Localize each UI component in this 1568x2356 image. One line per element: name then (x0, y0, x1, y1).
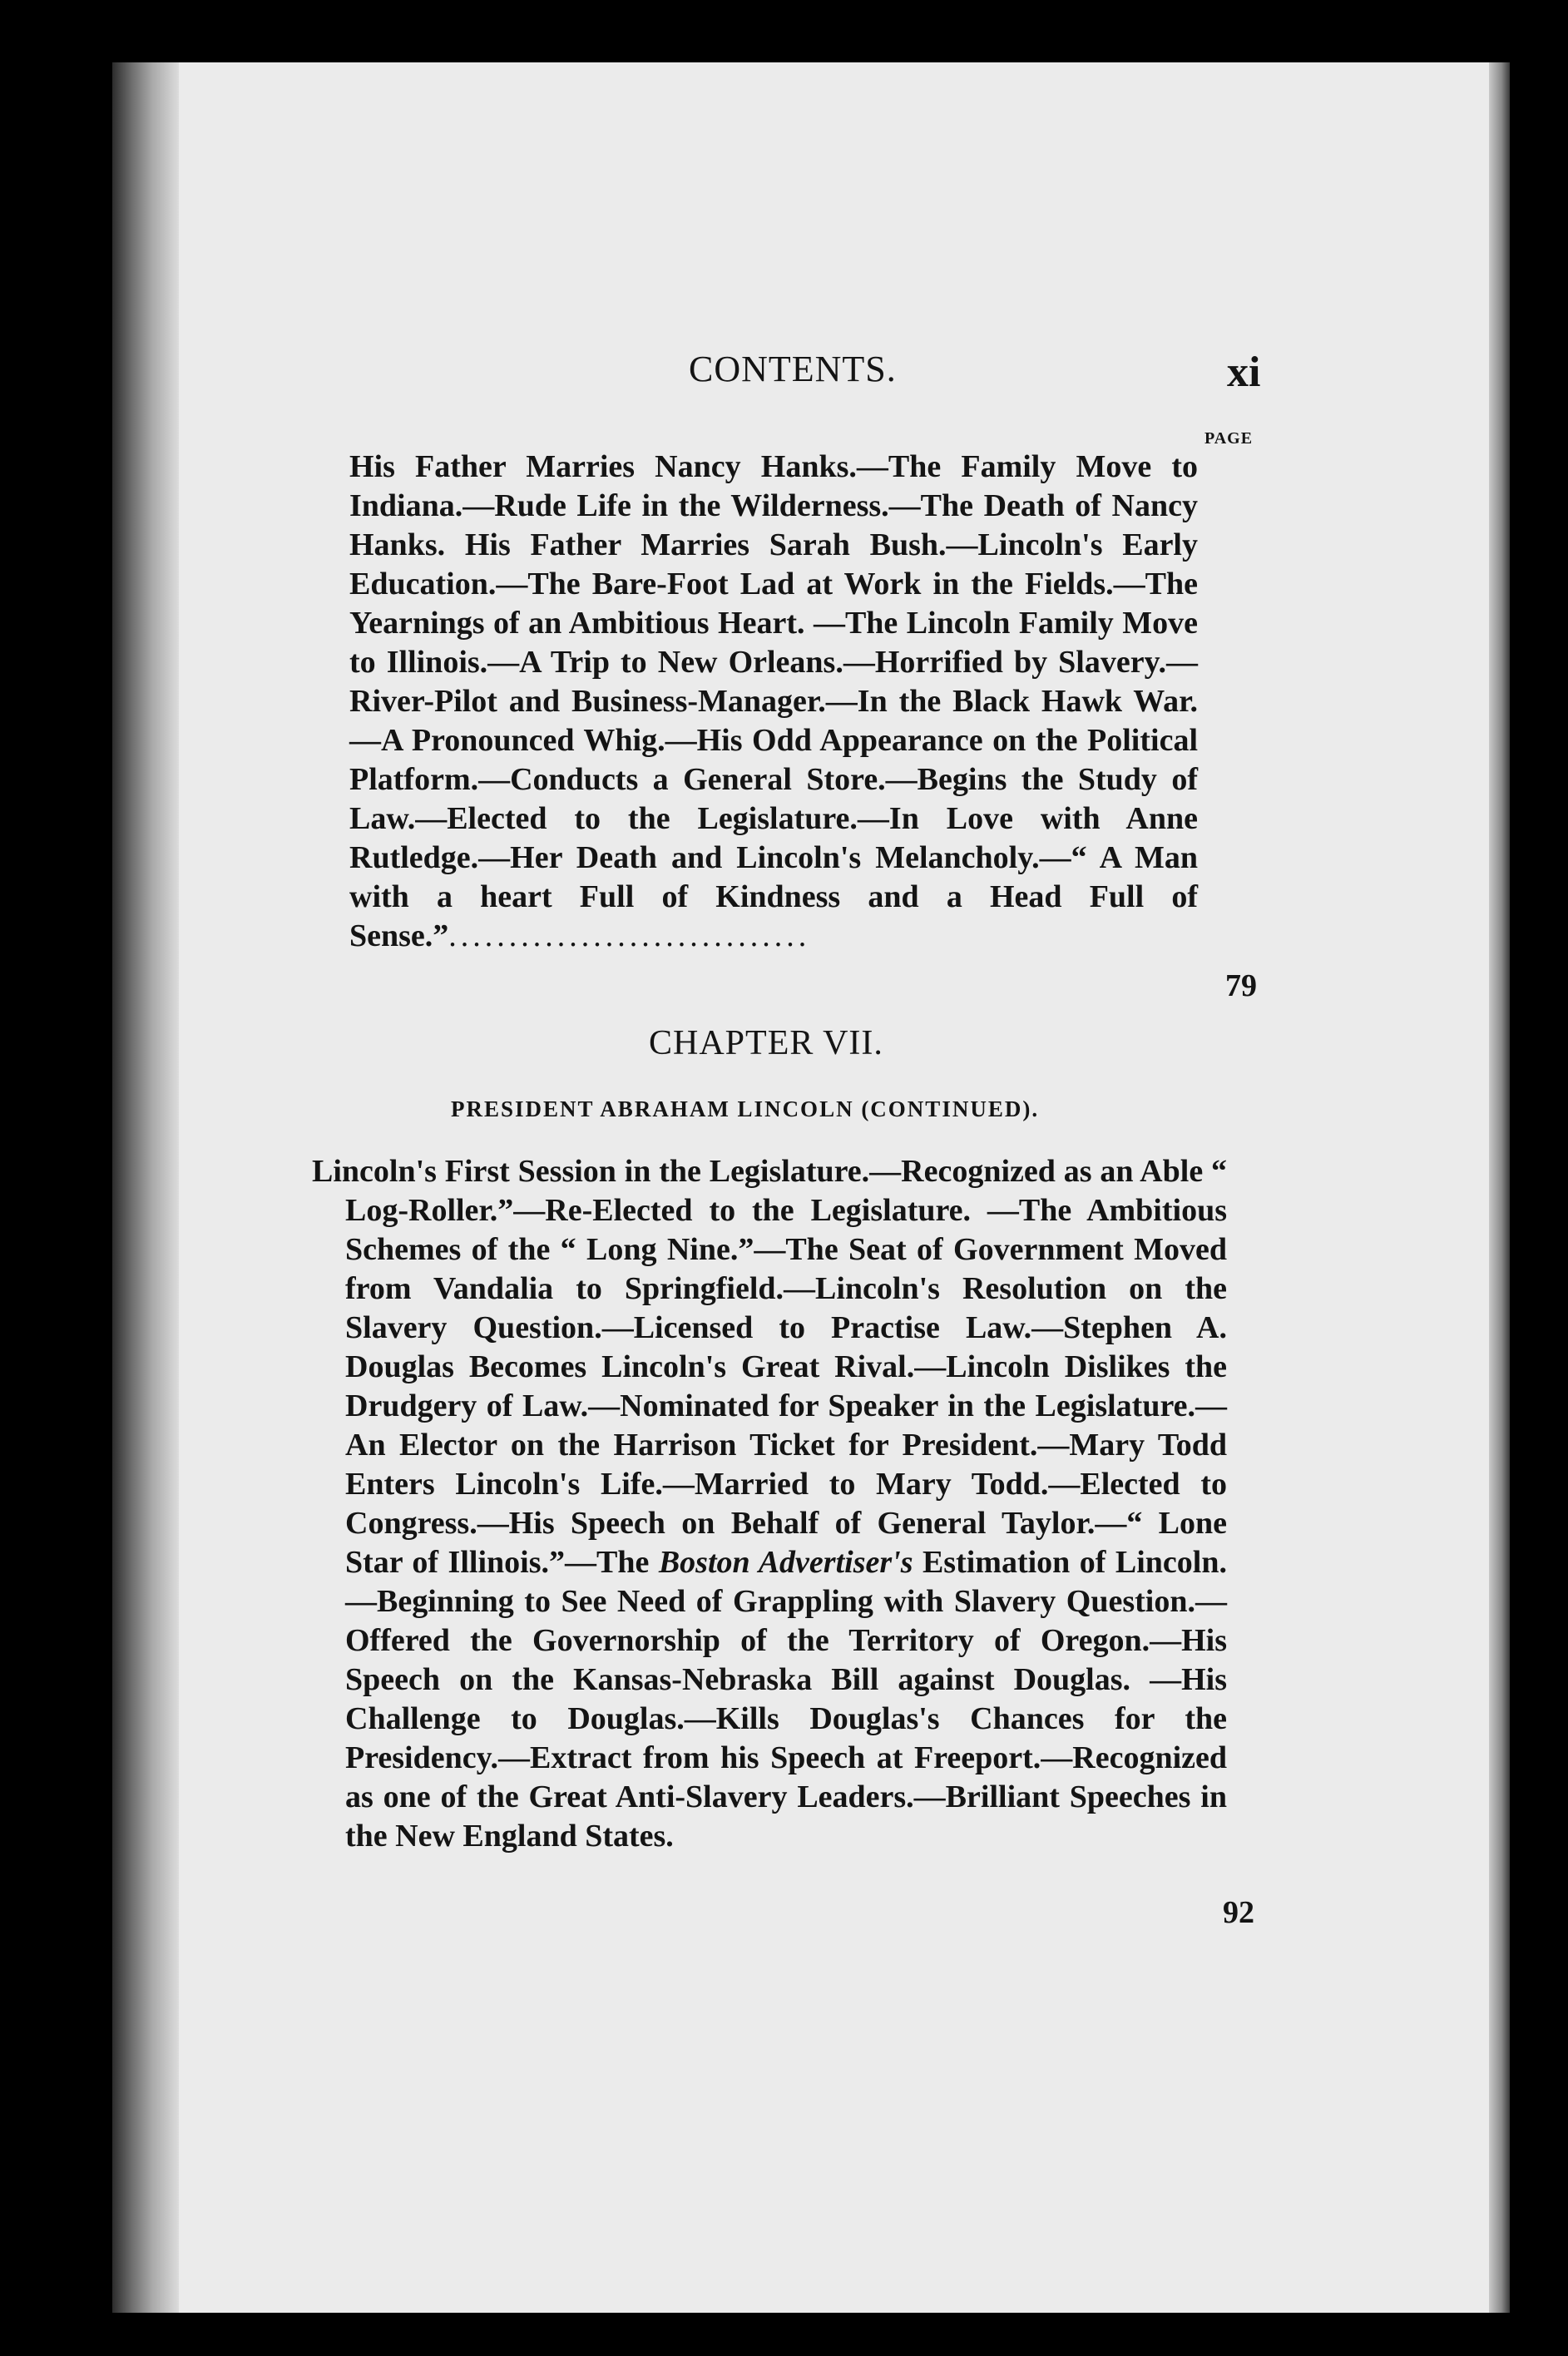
contents-entry-chapter-7-summary (312, 1152, 1227, 1856)
page-edge (1489, 62, 1510, 2313)
running-header-title: CONTENTS. (689, 349, 897, 389)
chapter-heading: CHAPTER VII. (649, 1024, 883, 1062)
book-gutter-shadow (112, 62, 179, 2313)
entry-page-number: 79 (1225, 968, 1257, 1003)
entry-page-number: 92 (1223, 1895, 1254, 1930)
entry-text: His Father Marries Nancy Hanks.—The Family Move to Indiana.—Rude Life in the Wilderness.—The Death of Nancy Hanks. His Father Marries Sarah Bush.—Lincoln's Early Education.—The Bare-Foot Lad at Work in the Fields.—The Yearnings of an Ambitious Heart. —The Lincoln Family Move to Illinois.—A Trip to New Orleans.—Horrified by Slavery.—River-Pilot and Business-Manager.—In the Black Hawk War.—A Pronounced Whig.—His Odd Appearance on the Political Platform.—Conducts a General Store.—Begins the Study of Law.—Elected to the Legislature.—In Love with Anne Rutledge.—Her Death and Lincoln's Melancholy.—“ A Man with a heart Full of Kindness and a Head Full of Sense.” (349, 449, 1198, 953)
entry-text-continued: Estimation of Lincoln.—Beginning to See Need of Grappling with Slavery Question.—Offered the Governorship of the Territory of Oregon.—His Speech on the Kansas-Nebraska Bill against Douglas. —His Challenge to Douglas.—Kills Douglas's Chances for the Presidency.—Extract from his Speech at Freeport.—Recognized as one of the Great Anti-Slavery Leaders.—Brilliant Speeches in the New England States. (345, 1545, 1227, 1854)
contents-entry-chapter-6-summary (349, 448, 1198, 956)
dot-leader: .............................. (448, 918, 811, 953)
page-number: xi (1227, 349, 1261, 396)
entry-text: Lincoln's First Session in the Legislature.—Recognized as an Able “ Log-Roller.”—Re-Elected to the Legislature. —The Ambitious Schemes of the “ Long Nine.”—The Seat of Government Moved from Vandalia to Springfield.—Lincoln's Resolution on the Slavery Question.—Licensed to Practise Law.—Stephen A. Douglas Becomes Lincoln's Great Rival.—Lincoln Dislikes the Drudgery of Law.—Nominated for Speaker in the Legislature.—An Elector on the Harrison Ticket for President.—Mary Todd Enters Lincoln's Life.—Married to Mary Todd.—Elected to Congress.—His Speech on Behalf of General Taylor.—“ Lone Star of Illinois.”—The (312, 1154, 1227, 1580)
italic-title: Boston Advertiser's (658, 1545, 913, 1580)
chapter-subheading: PRESIDENT ABRAHAM LINCOLN (CONTINUED). (451, 1096, 1040, 1121)
page-column-label: PAGE (1204, 429, 1254, 448)
